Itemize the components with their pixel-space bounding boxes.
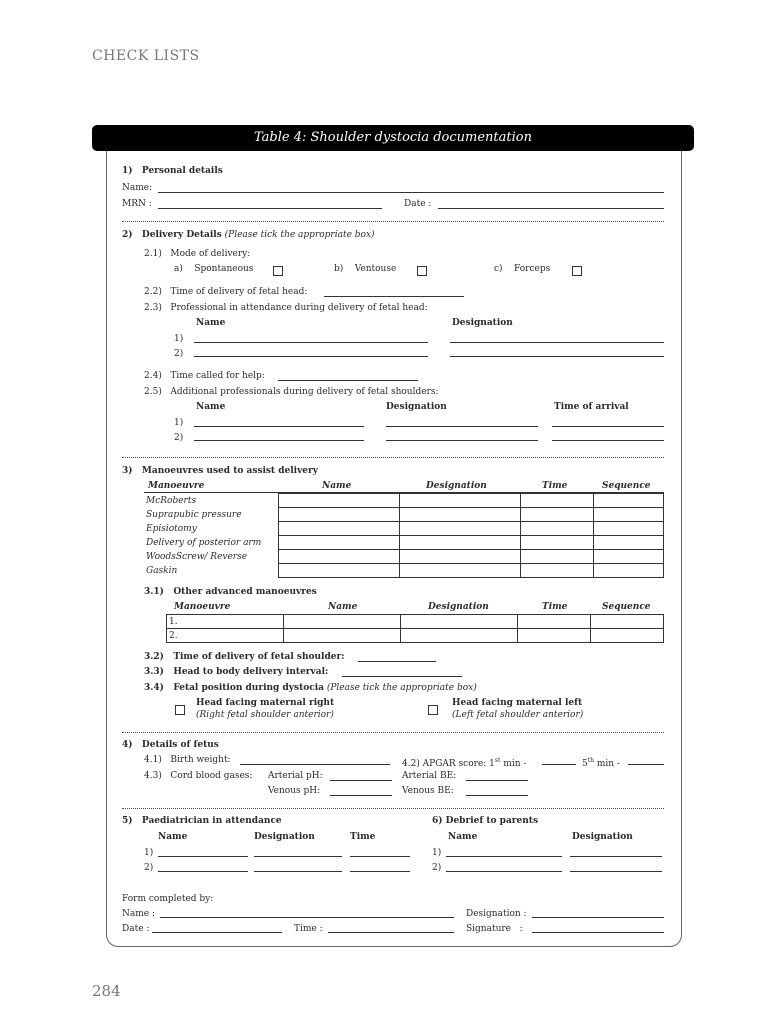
manoeuvres-table — [144, 493, 664, 578]
manoeuvre-suprapubic: Suprapubic pressure — [146, 509, 242, 520]
page-number: 284 — [92, 982, 121, 1000]
debrief-name-1[interactable] — [446, 856, 562, 857]
professional-name-1[interactable] — [194, 342, 428, 343]
cell[interactable] — [279, 536, 400, 550]
cell[interactable] — [284, 629, 401, 643]
section-2-heading: 2) Delivery Details — [122, 230, 222, 240]
head-time-label: 2.2) Time of delivery of fetal head: — [144, 287, 308, 297]
apgar-1min-field[interactable] — [542, 764, 576, 765]
cell[interactable] — [521, 522, 594, 536]
completed-name-label: Name : — [122, 909, 155, 919]
maternal-left-checkbox[interactable] — [428, 705, 438, 715]
venous-be-field[interactable] — [466, 795, 528, 796]
divider — [122, 732, 664, 733]
completed-designation-field[interactable] — [532, 917, 664, 918]
cell[interactable] — [518, 629, 591, 643]
additional-designation-1[interactable] — [386, 426, 538, 427]
additional-name-2[interactable] — [194, 440, 364, 441]
cell[interactable] — [594, 536, 664, 550]
cell[interactable] — [594, 550, 664, 564]
mrn-field[interactable] — [158, 208, 382, 209]
cell[interactable] — [518, 615, 591, 629]
table-row — [167, 615, 664, 629]
cell[interactable] — [591, 629, 664, 643]
divider — [122, 457, 664, 458]
date-label: Date : — [404, 199, 432, 209]
debrief-name-2[interactable] — [446, 871, 562, 872]
manoeuvre-episiotomy: Episiotomy — [146, 523, 197, 534]
cell[interactable] — [594, 494, 664, 508]
other-row-2[interactable]: 2. — [167, 629, 284, 643]
professional-designation-1[interactable] — [450, 342, 664, 343]
manoeuvre-gaskin: Gaskin — [146, 565, 178, 576]
divider — [122, 808, 664, 809]
name-label: Name: — [122, 183, 153, 193]
debrief-designation-1[interactable] — [570, 856, 662, 857]
head-time-field[interactable] — [324, 296, 464, 297]
maternal-left-note: (Left fetal shoulder anterior) — [452, 710, 584, 720]
cell[interactable] — [521, 536, 594, 550]
venous-ph-label: Venous pH: — [268, 786, 321, 796]
help-time-field[interactable] — [278, 380, 418, 381]
cell[interactable] — [521, 550, 594, 564]
row-1-label: 1) — [432, 848, 442, 858]
professional-label: 2.3) Professional in attendance during delivery of fetal head: — [144, 303, 428, 313]
additional-designation-2[interactable] — [386, 440, 538, 441]
table-row — [144, 494, 664, 508]
divider — [122, 221, 664, 222]
col-name: Name — [158, 832, 188, 842]
cord-gases-label: 4.3) Cord blood gases: — [144, 771, 253, 781]
cell[interactable] — [400, 550, 521, 564]
apgar-5-line — [582, 755, 620, 770]
signature-label: Signature : — [466, 924, 523, 934]
cell[interactable] — [521, 494, 594, 508]
section-5-heading: 5) Paediatrician in attendance — [122, 816, 282, 826]
cell[interactable] — [594, 522, 664, 536]
row-2-label: 2) — [174, 433, 184, 443]
venous-ph-field[interactable] — [330, 795, 392, 796]
col-designation: Designation — [452, 318, 513, 328]
apgar-th: th — [587, 757, 595, 764]
spontaneous-checkbox[interactable] — [273, 266, 283, 276]
completed-name-field[interactable] — [160, 917, 454, 918]
row-2-label: 2) — [432, 863, 442, 873]
col-designation: Designation — [426, 481, 487, 491]
apgar-min5-label: min - — [596, 759, 621, 769]
col-manoeuvre: Manoeuvre — [174, 602, 231, 612]
paed-name-1[interactable] — [158, 856, 248, 857]
other-manoeuvres-table — [166, 614, 664, 643]
interval-field[interactable] — [342, 676, 462, 677]
table-row — [144, 536, 664, 550]
paed-name-2[interactable] — [158, 871, 248, 872]
name-field[interactable] — [158, 192, 664, 193]
signature-field[interactable] — [532, 932, 664, 933]
option-ventouse: b) Ventouse — [334, 264, 397, 274]
table-row — [144, 522, 664, 536]
cell[interactable] — [401, 629, 518, 643]
option-forceps: c) Forceps — [494, 264, 551, 274]
additional-name-1[interactable] — [194, 426, 364, 427]
arterial-be-label: Arterial BE: — [402, 771, 457, 781]
help-time-label: 2.4) Time called for help: — [144, 371, 265, 381]
cell[interactable] — [279, 564, 400, 578]
venous-be-label: Venous BE: — [402, 786, 454, 796]
date-field[interactable] — [438, 208, 664, 209]
col-sequence: Sequence — [602, 481, 651, 491]
option-spontaneous: a) Spontaneous — [174, 264, 254, 274]
row-1-label: 1) — [144, 848, 154, 858]
apgar-st: st — [494, 757, 501, 764]
maternal-left-label: Head facing maternal left — [452, 698, 583, 708]
apgar-5min-field[interactable] — [628, 764, 664, 765]
mrn-label: MRN : — [122, 199, 152, 209]
col-designation: Designation — [572, 832, 633, 842]
arterial-be-field[interactable] — [466, 780, 528, 781]
apgar-min1-label: min - — [503, 759, 527, 769]
cell[interactable] — [400, 564, 521, 578]
col-designation: Designation — [428, 602, 489, 612]
section-2-heading-line — [122, 230, 375, 241]
completed-date-label: Date : — [122, 924, 150, 934]
position-note: (Please tick the appropriate box) — [326, 683, 477, 693]
section-4-heading: 4) Details of fetus — [122, 740, 219, 750]
apgar-5-label: 5 — [582, 759, 588, 769]
col-time: Time — [350, 832, 376, 842]
completed-designation-label: Designation : — [466, 909, 527, 919]
arterial-ph-field[interactable] — [330, 780, 392, 781]
other-row-1[interactable]: 1. — [167, 615, 284, 629]
completed-date-field[interactable] — [152, 932, 282, 933]
arterial-ph-label: Arterial pH: — [268, 771, 323, 781]
mode-label: 2.1) Mode of delivery: — [144, 249, 251, 259]
cell[interactable] — [400, 508, 521, 522]
maternal-right-label: Head facing maternal right — [196, 698, 335, 708]
form-completed-label: Form completed by: — [122, 894, 214, 904]
apgar-label: 4.2) APGAR score: 1 — [402, 759, 495, 769]
other-manoeuvres-heading: 3.1) Other advanced manoeuvres — [144, 587, 317, 597]
table-row — [144, 508, 664, 522]
row-2-label: 2) — [174, 349, 184, 359]
shoulder-time-label: 3.2) Time of delivery of fetal shoulder: — [144, 652, 345, 662]
birth-weight-field[interactable] — [240, 764, 390, 765]
col-sequence: Sequence — [602, 602, 651, 612]
section-1-heading: 1) Personal details — [122, 166, 223, 176]
row-1-label: 1) — [174, 418, 184, 428]
col-time: Time — [542, 602, 568, 612]
cell[interactable] — [594, 564, 664, 578]
col-designation: Designation — [254, 832, 315, 842]
col-designation: Designation — [386, 402, 447, 412]
cell[interactable] — [400, 522, 521, 536]
additional-arrival-1[interactable] — [552, 426, 664, 427]
row-2-label: 2) — [144, 863, 154, 873]
cell[interactable] — [279, 550, 400, 564]
cell[interactable] — [401, 615, 518, 629]
row-1-label: 1) — [174, 334, 184, 344]
cell[interactable] — [400, 494, 521, 508]
col-name: Name — [196, 402, 226, 412]
col-time-of-arrival: Time of arrival — [554, 402, 629, 412]
col-name: Name — [328, 602, 358, 612]
paed-designation-2[interactable] — [254, 871, 342, 872]
cell[interactable] — [279, 494, 400, 508]
forceps-checkbox[interactable] — [572, 266, 582, 276]
maternal-right-note: (Right fetal shoulder anterior) — [196, 710, 334, 720]
table-row — [167, 629, 664, 643]
manoeuvre-mcroberts: McRoberts — [146, 495, 197, 506]
section-3-heading: 3) Manoeuvres used to assist delivery — [122, 466, 319, 476]
debrief-designation-2[interactable] — [570, 871, 662, 872]
additional-label: 2.5) Additional professionals during delivery of fetal shoulders: — [144, 387, 439, 397]
manoeuvre-woods-screw: WoodsScrew/ Reverse — [146, 551, 248, 562]
col-name: Name — [448, 832, 478, 842]
cell[interactable] — [521, 508, 594, 522]
cell[interactable] — [591, 615, 664, 629]
professional-name-2[interactable] — [194, 356, 428, 357]
table-row — [144, 550, 664, 564]
cell[interactable] — [279, 508, 400, 522]
completed-time-field[interactable] — [328, 932, 454, 933]
cell[interactable] — [594, 508, 664, 522]
paed-designation-1[interactable] — [254, 856, 342, 857]
col-time: Time — [542, 481, 568, 491]
table-row — [144, 564, 664, 578]
cell[interactable] — [521, 564, 594, 578]
paed-time-2[interactable] — [350, 871, 410, 872]
birth-weight-label: 4.1) Birth weight: — [144, 755, 231, 765]
section-6-heading: 6) Debrief to parents — [432, 816, 539, 826]
table-title: Table 4: Shoulder dystocia documentation — [92, 125, 694, 151]
shoulder-time-field[interactable] — [358, 661, 436, 662]
cell[interactable] — [400, 536, 521, 550]
section-2-note: (Please tick the appropriate box) — [224, 230, 375, 240]
maternal-right-checkbox[interactable] — [175, 705, 185, 715]
paed-time-1[interactable] — [350, 856, 410, 857]
position-line — [144, 683, 477, 694]
professional-designation-2[interactable] — [450, 356, 664, 357]
interval-label: 3.3) Head to body delivery interval: — [144, 667, 329, 677]
col-name: Name — [196, 318, 226, 328]
col-name: Name — [322, 481, 352, 491]
apgar-line — [402, 755, 526, 770]
manoeuvre-posterior-arm: Delivery of posterior arm — [146, 537, 262, 548]
col-manoeuvre: Manoeuvre — [148, 481, 205, 491]
cell[interactable] — [284, 615, 401, 629]
cell[interactable] — [279, 522, 400, 536]
position-label: 3.4) Fetal position during dystocia — [144, 683, 324, 693]
completed-time-label: Time : — [294, 924, 323, 934]
ventouse-checkbox[interactable] — [417, 266, 427, 276]
additional-arrival-2[interactable] — [552, 440, 664, 441]
running-header: CHECK LISTS — [92, 48, 200, 64]
